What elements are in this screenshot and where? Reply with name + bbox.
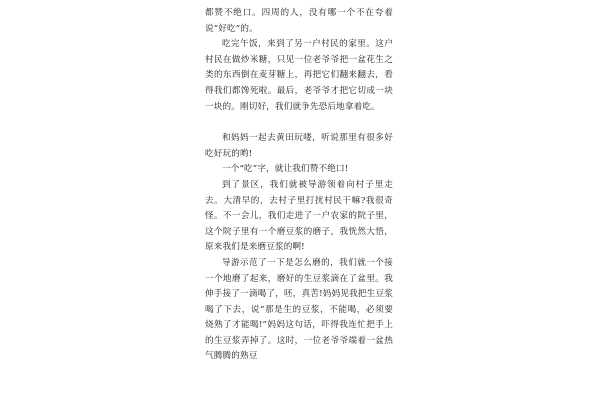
- paragraph-3: 和妈妈一起去黄田玩喽，听说那里有很多好吃好玩的哟!: [205, 133, 393, 159]
- text-column: [205, 6, 393, 365]
- section-gap: [205, 115, 393, 131]
- paragraph-5: 到了景区，我们就被导游领着向村子里走去。大清早的，去村子里打扰村民干嘛?我很奇怪。不一会儿，我们走进了一户农家的院子里，这个院子里有一个磨豆浆的磨子，我恍然大悟，原来我们是来磨豆浆的啊!: [205, 179, 393, 253]
- paragraph-6: 导游示范了一下是怎么磨的，我们就一个接一个地磨了起来，磨好的生豆浆滴在了盆里。我伸手接了一滴喝了，呸，真苦!妈妈见我把生豆浆喝了下去，说“那是生的豆浆，不能喝，必须要烧熟了才能喝!”妈妈这句话，吓得我连忙把手上的生豆浆弄掉了。这时，一位老爷爷端着一盆热气腾腾的熟豆: [205, 257, 393, 362]
- paragraph-2: 吃完午饭，来到了另一户村民的家里。这户村民在做炒米糖，只见一位老爷爷把一盆花生之类的东西倒在麦芽糖上，再把它们翻来翻去，看得我们都馋死啦。最后，老爷爷才把它切成一块一块的。刚切好，我们就争先恐后地拿着吃。: [205, 39, 393, 112]
- paragraph-4: 一个“吃”字，就让我们赞不绝口!: [222, 164, 349, 175]
- paragraph-1: 都赞不绝口。四周的人，没有哪一个不在夸着说“好吃”的。: [205, 8, 393, 34]
